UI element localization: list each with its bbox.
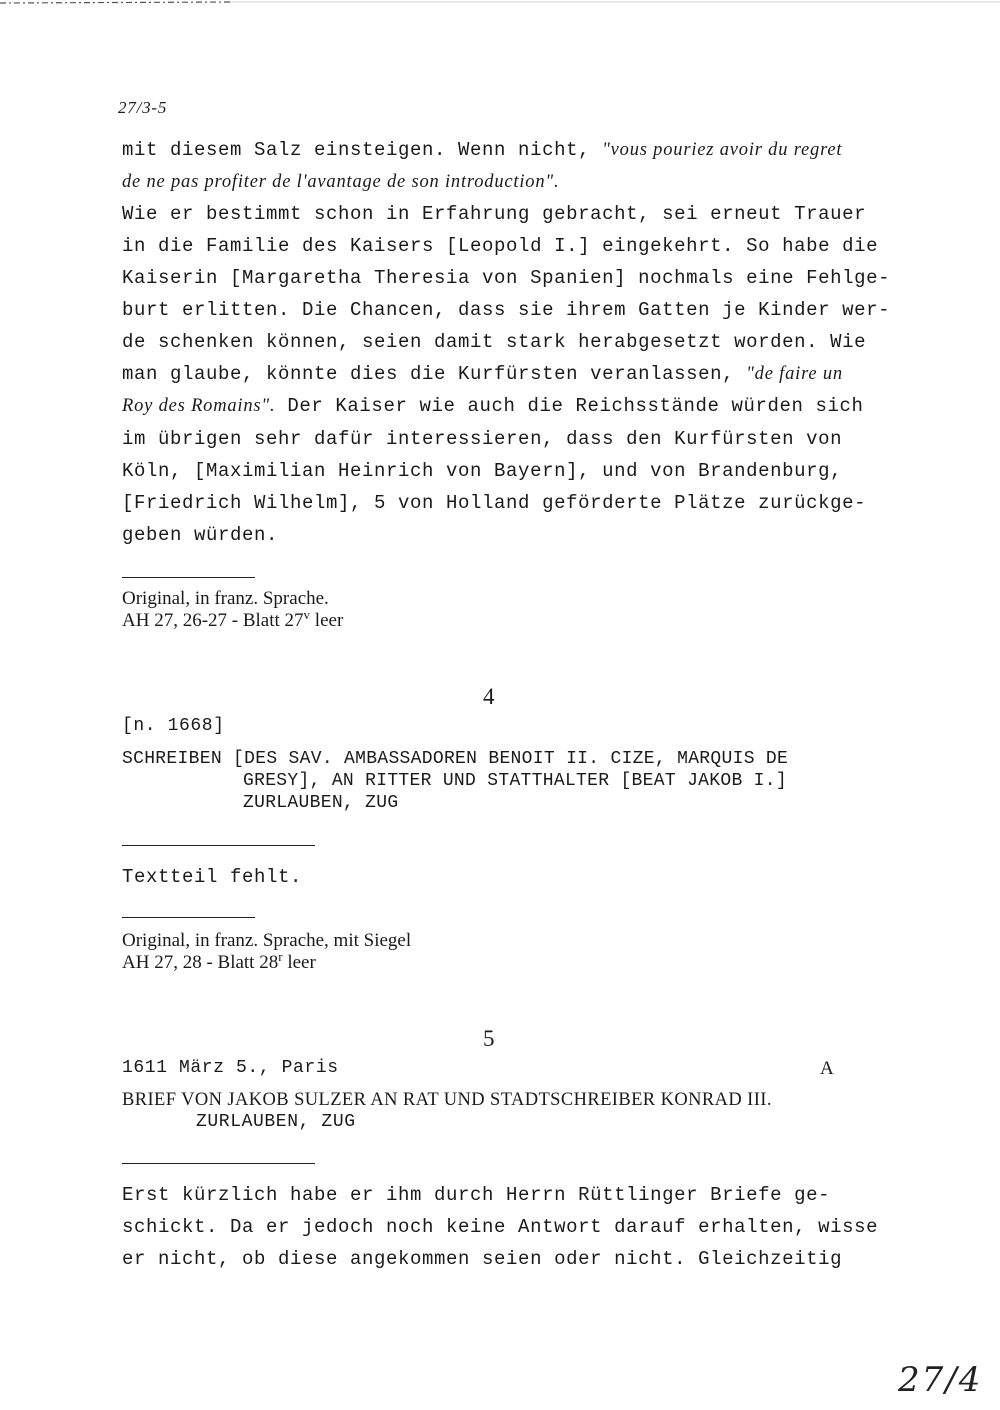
- body-line: de schenken können, seien damit stark herabgesetzt worden. Wie: [122, 331, 867, 353]
- source-note-line: AH 27, 26-27 - Blatt 27$^v$ leer: [122, 607, 344, 631]
- source-note-line: Original, in franz. Sprache.: [122, 588, 329, 609]
- body-line: Wie er bestimmt schon in Erfahrung gebracht, sei erneut Trauer: [122, 203, 867, 225]
- document-date: 1611 März 5., Paris: [122, 1058, 339, 1078]
- body-line: Roy des Romains". Der Kaiser wie auch die Reichsstände würden sich: [122, 395, 864, 417]
- footnote-divider: [122, 577, 255, 578]
- body-line: Kaiserin [Margaretha Theresia von Spanien] nochmals eine Fehlge-: [122, 267, 891, 289]
- body-line: man glaube, könnte dies die Kurfürsten veranlassen, "de faire un: [122, 363, 843, 385]
- page-reference: 27/3-5: [118, 98, 168, 117]
- document-title-line: BRIEF VON JAKOB SULZER AN RAT UND STADTSCHREIBER KONRAD III.: [122, 1090, 772, 1110]
- body-line: im übrigen sehr dafür interessieren, dass den Kurfürsten von: [122, 428, 843, 450]
- title-divider: [122, 1163, 315, 1164]
- document-number: 4: [483, 684, 495, 709]
- body-line: Köln, [Maximilian Heinrich von Bayern], und von Brandenburg,: [122, 460, 843, 482]
- source-note-line: Original, in franz. Sprache, mit Siegel: [122, 930, 412, 951]
- title-divider: [122, 845, 315, 846]
- body-line: in die Familie des Kaisers [Leopold I.] eingekehrt. So habe die: [122, 235, 879, 257]
- body-line: er nicht, ob diese angekommen seien oder nicht. Gleichzeitig: [122, 1248, 843, 1270]
- scan-top-edge: [0, 0, 1000, 8]
- document-number: 5: [483, 1026, 495, 1051]
- source-note-line: AH 27, 28 - Blatt 28$^r$ leer: [122, 949, 316, 973]
- body-line: schickt. Da er jedoch noch keine Antwort darauf erhalten, wisse: [122, 1216, 879, 1238]
- document-title-line: GRESY], AN RITTER UND STATTHALTER [BEAT JAKOB I.]: [243, 771, 787, 791]
- document-date: [n. 1668]: [122, 716, 225, 736]
- document-title-line: SCHREIBEN [DES SAV. AMBASSADOREN BENOIT II. CIZE, MARQUIS DE: [122, 749, 789, 769]
- document-title-line: ZURLAUBEN, ZUG: [243, 793, 399, 813]
- document-text: Textteil fehlt.: [122, 866, 303, 888]
- handwritten-page-number: 27/4: [898, 1360, 983, 1400]
- body-line: geben würden.: [122, 524, 279, 546]
- document-title-line: ZURLAUBEN, ZUG: [196, 1112, 356, 1132]
- body-line: de ne pas profiter de l'avantage de son introduction".: [122, 172, 560, 192]
- footnote-divider: [122, 917, 255, 918]
- body-line: [Friedrich Wilhelm], 5 von Holland geförderte Plätze zurückge-: [122, 492, 867, 514]
- body-line: burt erlitten. Die Chancen, dass sie ihrem Gatten je Kinder wer-: [122, 299, 891, 321]
- body-line: mit diesem Salz einsteigen. Wenn nicht, "vous pouriez avoir du regret: [122, 139, 843, 161]
- body-line: Erst kürzlich habe er ihm durch Herrn Rüttlinger Briefe ge-: [122, 1184, 831, 1206]
- document-marker: A: [820, 1058, 834, 1079]
